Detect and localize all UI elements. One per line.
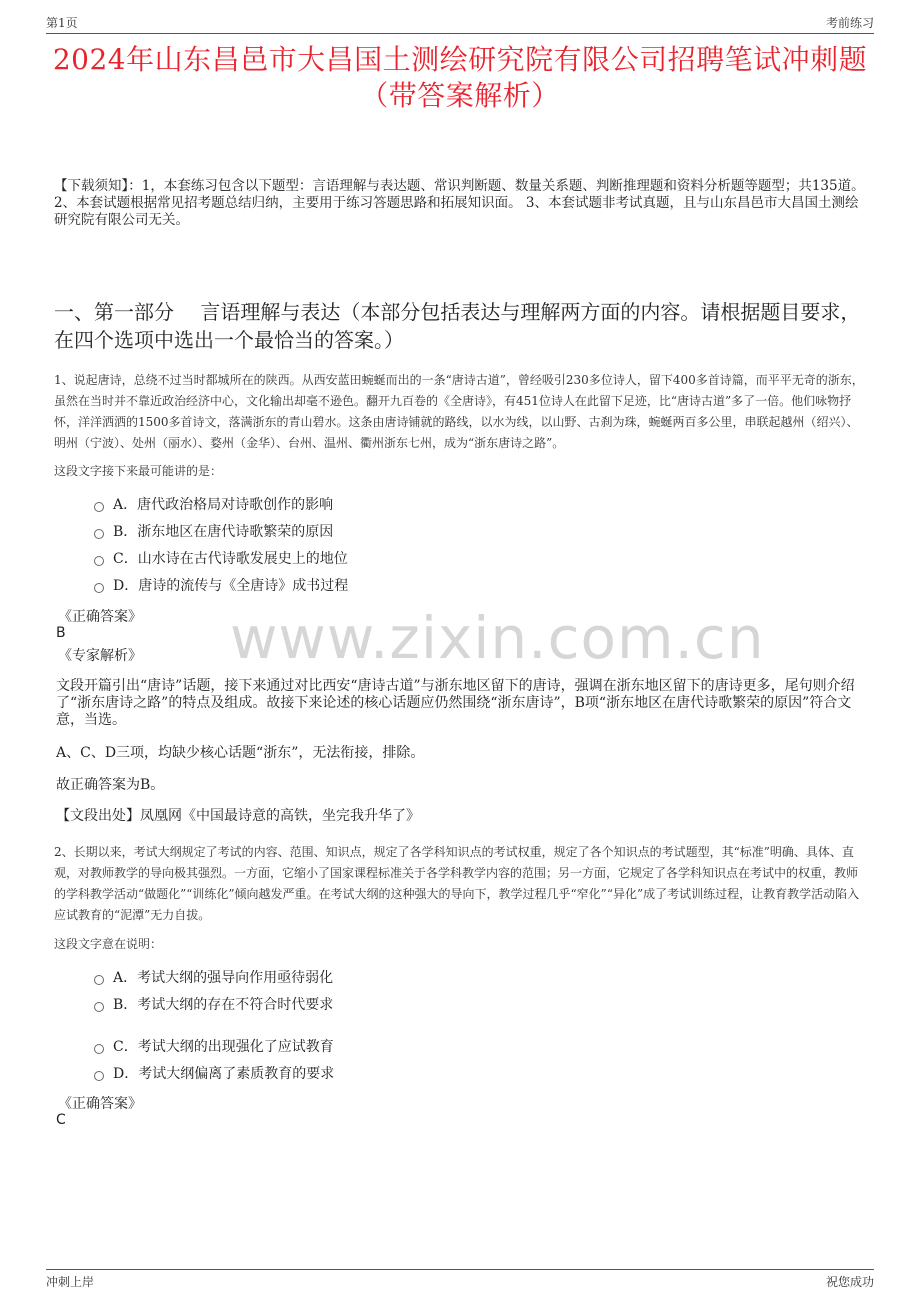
- option-label: A．考试大纲的强导向作用亟待弱化: [113, 970, 334, 986]
- q1-analysis-paragraph: 故正确答案为B。: [56, 777, 165, 793]
- q1-option-d[interactable]: [94, 577, 348, 595]
- option-label: C．山水诗在古代诗歌发展史上的地位: [113, 551, 348, 567]
- page-header: [46, 12, 874, 32]
- radio-icon[interactable]: [94, 502, 104, 512]
- q2-option-c[interactable]: [94, 1038, 334, 1056]
- watermark: www.zixin.com.cn: [230, 604, 765, 672]
- option-label: D．唐诗的流传与《全唐诗》成书过程: [113, 578, 349, 594]
- radio-icon[interactable]: [94, 583, 104, 593]
- footer-left-label: 冲刺上岸: [46, 1275, 95, 1289]
- option-label: B．考试大纲的存在不符合时代要求: [113, 997, 334, 1013]
- q1-analysis-paragraph: A、C、D三项，均缺少核心话题“浙东”，无法衔接，排除。: [56, 745, 425, 761]
- question-2-prompt: 这段文字意在说明：: [54, 937, 163, 951]
- q1-analysis-paragraph: 文段开篇引出“唐诗”话题，接下来通过对比西安“唐诗古道”与浙东地区留下的唐诗，强调在浙东地区留下的唐诗更多，尾句则介绍了“浙东唐诗之路”的特点及组成。故接下来论述的核心话题应仍然围绕“浙东唐诗”，B项“浙东地区在唐代诗歌繁荣的原因”符合文意，当选。: [56, 678, 855, 728]
- q2-option-b[interactable]: [94, 996, 333, 1014]
- q1-option-a[interactable]: [94, 496, 333, 514]
- radio-icon[interactable]: [94, 529, 104, 539]
- q2-answer: C: [56, 1112, 66, 1128]
- q1-analysis-label: 《专家解析》: [58, 648, 142, 664]
- radio-icon[interactable]: [94, 975, 104, 985]
- footer-right-label: 祝您成功: [825, 1275, 874, 1289]
- q1-option-c[interactable]: [94, 550, 348, 568]
- option-label: D．考试大纲偏离了素质教育的要求: [113, 1066, 335, 1082]
- page-number: 第1页: [46, 16, 78, 30]
- q1-answer-label: 《正确答案》: [58, 609, 142, 625]
- radio-icon[interactable]: [94, 556, 104, 566]
- document-title: 2024年山东昌邑市大昌国土测绘研究院有限公司招聘笔试冲刺题（带答案解析）: [52, 43, 868, 112]
- footer-divider: [46, 1269, 874, 1270]
- option-label: A．唐代政治格局对诗歌创作的影响: [113, 497, 334, 513]
- radio-icon[interactable]: [94, 1044, 104, 1054]
- download-notice: 【下载须知】：1，本套练习包含以下题型：言语理解与表达题、常识判断题、数量关系题、判断推理题和资料分析题等题型；共135道。 2、本套试题根据常见招考题总结归纳，主要用于练习答题思路和拓展知识面。 3、本套试题非考试真题，且与山东昌邑市大昌国土测绘研究院有限公司无关。: [54, 178, 865, 228]
- q1-option-b[interactable]: [94, 523, 333, 541]
- q1-answer: B: [56, 625, 66, 641]
- q1-source: 【文段出处】凤凰网《中国最诗意的高铁，坐完我升华了》: [56, 808, 420, 824]
- radio-icon[interactable]: [94, 1002, 104, 1012]
- question-1-prompt: 这段文字接下来最可能讲的是：: [54, 464, 223, 478]
- option-label: C．考试大纲的出现强化了应试教育: [113, 1039, 334, 1055]
- header-right-label: 考前练习: [825, 16, 874, 30]
- radio-icon[interactable]: [94, 1071, 104, 1081]
- option-label: B．浙东地区在唐代诗歌繁荣的原因: [113, 524, 334, 540]
- q2-answer-label: 《正确答案》: [58, 1096, 142, 1112]
- q2-option-a[interactable]: [94, 969, 333, 987]
- question-1-text: 1、说起唐诗，总绕不过当时都城所在的陕西。从西安蓝田蜿蜒而出的一条“唐诗古道”，曾经吸引230多位诗人，留下400多首诗篇，而平平无奇的浙东，虽然在当时并不靠近政治经济中心，文化输出却毫不逊色。翻开九百卷的《全唐诗》，有451位诗人在此留下足迹，比“唐诗古道”多了一倍。他们咏物抒怀，洋洋洒洒的1500多首诗文，落满浙东的青山碧水。这条由唐诗铺就的路线，以水为线，以山野、古刹为珠，蜿蜒两百多公里，串联起越州（绍兴）、明州（宁波）、处州（丽水）、婺州（金华）、台州、温州、衢州浙东七州，成为“浙东唐诗之路”。: [54, 373, 864, 450]
- question-2-text: 2、长期以来，考试大纲规定了考试的内容、范围、知识点，规定了各学科知识点的考试权重，规定了各个知识点的考试题型，其“标准”明确、具体、直观，对教师教学的导向极其强烈。一方面，它缩小了国家课程标准关于各学科教学内容的范围；另一方面，它规定了各学科知识点在考试中的权重，教师的学科教学活动“做题化”“训练化”倾向越发严重。在考试大纲的这种强大的导向下，教学过程几乎“窄化”“异化”成了考试训练过程，让教育教学活动陷入应试教育的“泥潭”无力自拔。: [54, 845, 860, 922]
- section-heading: 一、第一部分 言语理解与表达（本部分包括表达与理解两方面的内容。请根据题目要求，在四个选项中选出一个最恰当的答案。）: [54, 300, 861, 352]
- header-divider: [46, 33, 874, 34]
- q2-option-d[interactable]: [94, 1065, 334, 1083]
